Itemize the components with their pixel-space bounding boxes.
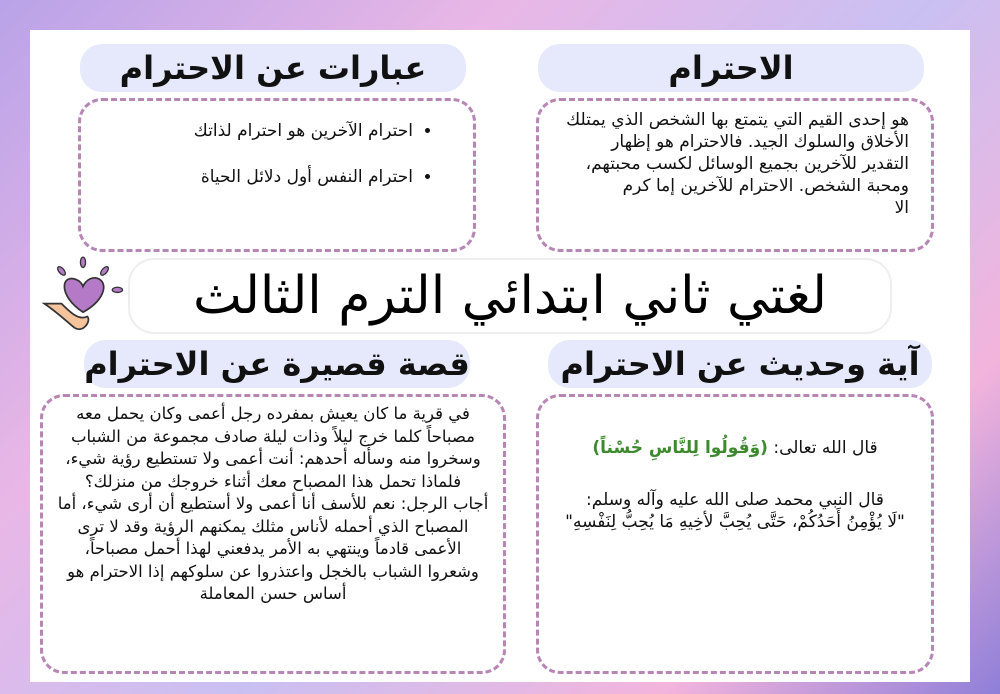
phrases-title: عبارات عن الاحترام [80,44,466,92]
phrases-box [78,98,476,252]
verse-box [536,394,934,674]
heart-hand-icon [40,252,126,338]
respect-text-tail: الا [894,198,909,218]
title-banner: لغتي ثاني ابتدائي الترم الثالث [130,260,890,332]
phrase-item: • احترام النفس أول دلائل الحياة [101,165,413,189]
phrase-item: • احترام الآخرين هو احترام لذاتك [101,119,413,143]
story-title: قصة قصيرة عن الاحترام [84,340,470,388]
hadith-text: "لَا يُؤْمِنُ أَحَدُكُمْ، حَتَّى يُحِبَّ لأخِيهِ مَا يُحِبُّ لِنَفْسِهِ" [565,512,905,532]
respect-box [536,98,934,252]
hadith-intro: قال النبي محمد صلى الله عليه وآله وسلم: [586,490,884,510]
story-paragraph: أجاب الرجل: نعم للأسف أنا أعمى ولا أستطيع أن أرى شيء، أما المصباح الذي أحمله لأناس مثلك يمكنهم الرؤية وقد لا ترى الأعمى قادماً وينتهي به الأمر يدفعني لهذا أحمل مصباحاً، وشعروا الشباب بالخجل واعتذروا عن سلوكهم إذا الاحترام هو أساس حسن المعاملة [57,494,489,603]
respect-text: هو إحدى القيم التي يتمتع بها الشخص الذي يمتلك الأخلاق والسلوك الجيد. فالاحترام هو إظهار التقدير للآخرين بجميع الوسائل لكسب محبتهم، ومحبة الشخص. الاحترام للآخرين إما كرم [566,110,909,196]
story-paragraph: في قرية ما كان يعيش بمفرده رجل أعمى وكان يحمل معه مصباحاً كلما خرج ليلاً وذات ليلة صادف مجموعة من الشباب وسخروا منه وسأله أحدهم: أنت أعمى ولا تستطيع رؤية شيء، فلماذا تحمل هذا المصباح معك أثناء خروجك من منزلك؟ [65,404,481,491]
respect-title: الاحترام [538,44,924,92]
verse-title: آية وحديث عن الاحترام [548,340,932,388]
quran-intro: قال الله تعالى: [767,438,878,458]
story-box [40,394,506,674]
quran-verse: (وَقُولُوا لِلنَّاسِ حُسْناً) [592,438,768,458]
